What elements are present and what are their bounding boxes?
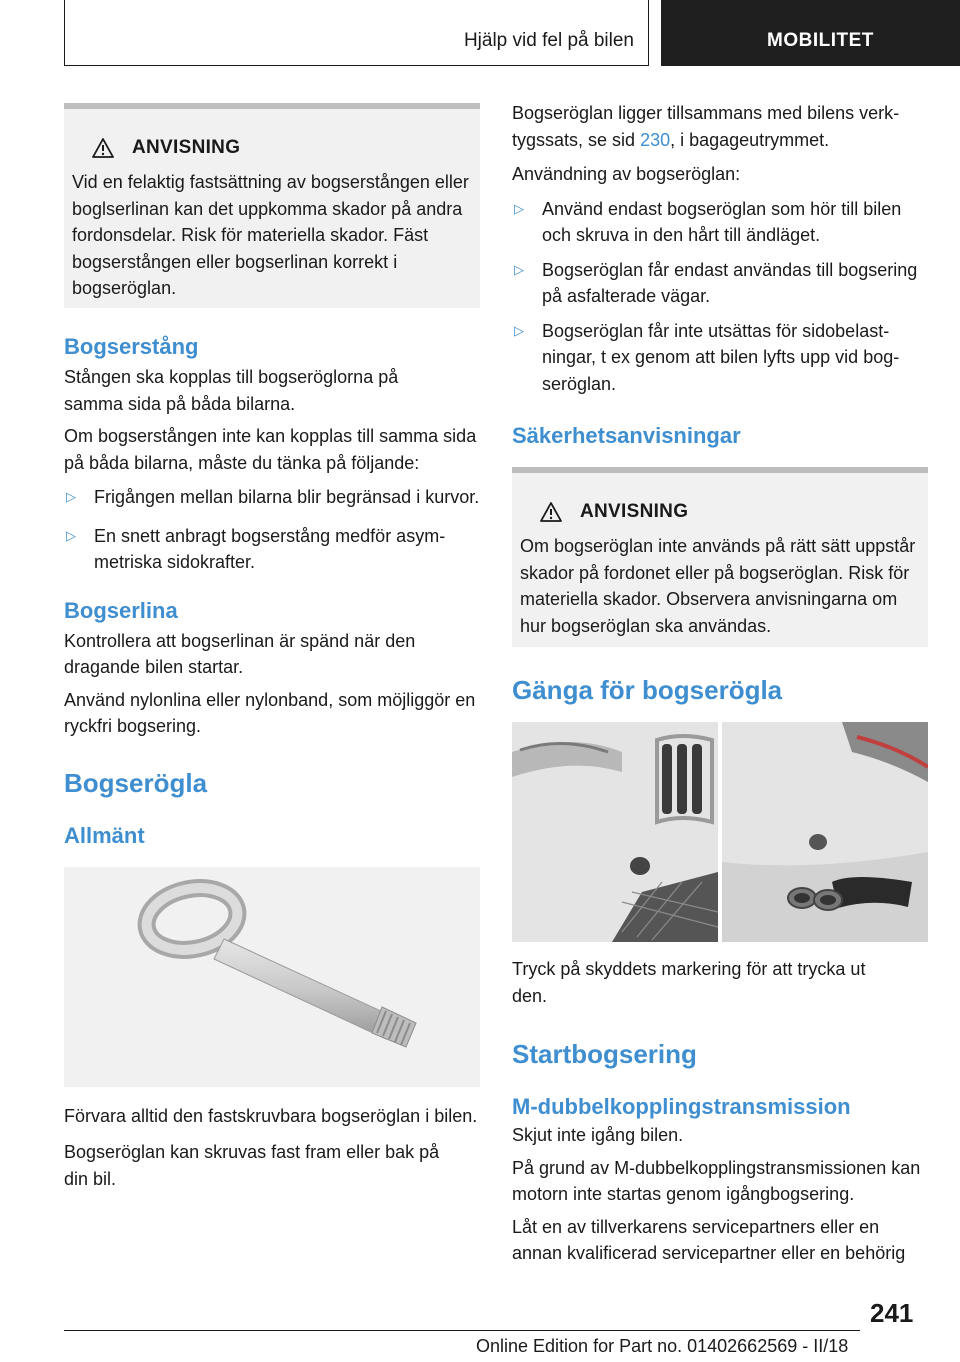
header-chapter-box: [661, 0, 960, 66]
paragraph: Kontrollera att bogserlinan är spänd när den dragande bilen startar.: [64, 630, 416, 677]
header-section-title: Hjälp vid fel på bilen: [463, 30, 634, 51]
footer-edition: Online Edition for Part no. 01402662569 - II/18: [476, 1336, 849, 1356]
heading-bogserogla: Bogserögla: [64, 767, 208, 798]
car-bumper-image: [512, 722, 928, 942]
note-header: [92, 137, 472, 159]
note-text: Om bogseröglan inte används på rätt sätt uppstår skador på fordonet eller på bogseröglan. Risk för materiella skador. Observera anvisningarna om hur bogseröglan ska användas.: [520, 536, 916, 636]
paragraph: Använd nylonlina eller nylonband, som möjliggör en ryckfri bogsering.: [64, 689, 476, 736]
paragraph: Tryck på skyddets markering för att trycka ut den.: [512, 959, 866, 1006]
page-number: 241: [870, 1298, 914, 1328]
list-item: ▷ En snett anbragt bogserstång medför asymmetriska sidokrafter.: [64, 523, 480, 576]
warning-triangle-icon: [540, 502, 562, 522]
paragraph: Bogseröglan ligger tillsammans med bilens verktygssats, se sid 230, i bagageutrymmet.: [512, 103, 900, 150]
bullet-icon: ▷: [514, 200, 524, 216]
paragraph: På grund av M-dubbelkopplingstransmissionen kan motorn inte startas genom igångbogsering.: [512, 1157, 921, 1204]
note-header: [540, 501, 920, 523]
bullet-list: [512, 196, 928, 398]
warning-note: [512, 467, 928, 647]
note-text: Vid en felaktig fastsättning av bogserstången eller boglserlinan kan det uppkomma skador på andra fordonsdelar. Risk för materiella skador. Fäst bogserstången eller bogserlinan korrekt i bogseröglan.: [72, 172, 469, 298]
left-column: [64, 103, 480, 1192]
page-reference-link[interactable]: 230: [640, 129, 671, 150]
bullet-icon: ▷: [514, 261, 524, 277]
bullet-list: [64, 484, 480, 576]
tow-eye-illustration: [64, 867, 480, 1087]
right-column: [512, 100, 928, 1267]
heading-sakerhetsanvisningar: Säkerhetsanvisningar: [512, 423, 741, 448]
list-item: ▷ Bogseröglan får inte utsättas för sidobelastningar, t ex genom att bilen lyfts upp vid bogseröglan.: [512, 318, 928, 398]
paragraph: Bogseröglan kan skruvas fast fram eller bak på din bil.: [64, 1142, 440, 1189]
tow-eye-image: [64, 867, 480, 1087]
heading-m-dubbelkoppling: M-dubbelkopplingstransmission: [512, 1094, 851, 1119]
list-item: ▷ Bogseröglan får endast användas till bogsering på asfalterade vägar.: [512, 257, 928, 310]
heading-allmant: Allmänt: [64, 822, 145, 848]
warning-triangle-icon: [92, 138, 114, 158]
header-section-box: [64, 0, 649, 66]
paragraph: Förvara alltid den fastskruvbara bogseröglan i bilen.: [64, 1105, 478, 1126]
bullet-icon: ▷: [66, 527, 76, 543]
bullet-icon: ▷: [514, 322, 524, 338]
heading-startbogsering: Startbogsering: [512, 1039, 697, 1069]
heading-bogserstang: Bogserstång: [64, 334, 199, 359]
heading-bogserlina: Bogserlina: [64, 597, 178, 623]
note-title: ANVISNING: [132, 137, 241, 158]
paragraph: Stången ska kopplas till bogseröglorna på samma sida på båda bilarna.: [64, 367, 399, 414]
warning-note: [64, 103, 480, 308]
paragraph: Användning av bogseröglan:: [512, 164, 741, 184]
bullet-icon: ▷: [66, 489, 76, 504]
paragraph: Om bogserstången inte kan kopplas till samma sida på båda bilarna, måste du tänka på följande:: [64, 426, 477, 473]
note-title: ANVISNING: [580, 501, 689, 522]
footer-divider: [64, 1330, 860, 1331]
car-bumper-illustration: [512, 722, 928, 942]
header-chapter-title: MOBILITET: [767, 30, 874, 51]
paragraph: Skjut inte igång bilen.: [512, 1125, 684, 1145]
list-item: ▷ Använd endast bogseröglan som hör till bilen och skruva in den hårt till ändläget.: [512, 196, 928, 249]
heading-ganga: Gänga för bogserögla: [512, 675, 783, 705]
list-item: ▷ Frigången mellan bilarna blir begränsad i kurvor.: [64, 484, 480, 511]
paragraph: Låt en av tillverkarens servicepartners eller en annan kvalificerad servicepartner eller en behörig: [512, 1216, 906, 1263]
